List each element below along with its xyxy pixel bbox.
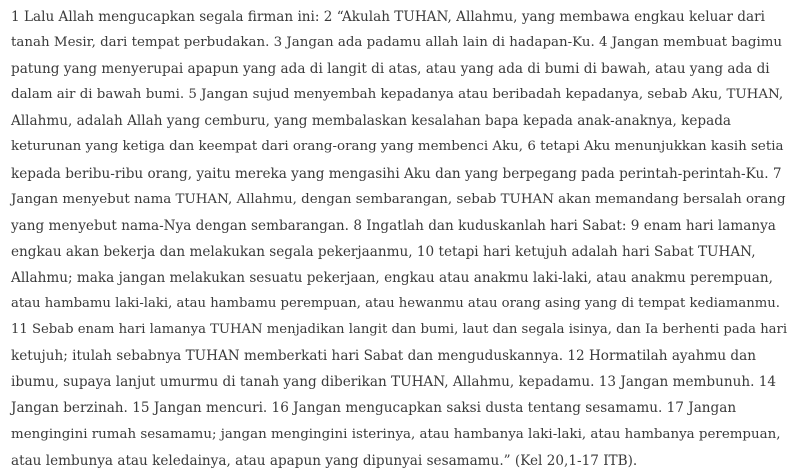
passage-line: patung yang menyerupai apapun yang ada di langit di atas, atau yang ada di bumi di bawah, atau yang ada di — [11, 61, 770, 78]
passage-line: kepada beribu-ribu orang, yaitu mereka yang mengasihi Aku dan yang berpegang pada perintah-perintah-Ku. 7 — [11, 165, 782, 182]
passage-line: Allahmu, adalah Allah yang cemburu, yang membalaskan kesalahan bapa kepada anak-anaknya, kepada — [11, 113, 732, 130]
passage-line: mengingini rumah sesamamu; jangan mengingini isterinya, atau hambanya laki-laki, atau hambanya perempuan, — [11, 426, 781, 442]
passage-line: engkau akan bekerja dan melakukan segala pekerjaanmu, 10 tetapi hari ketujuh adalah hari Sabat TUHAN, — [11, 243, 756, 260]
passage-line: Jangan berzinah. 15 Jangan mencuri. 16 Jangan mengucapkan saksi dusta tentang sesamamu. 17 Jangan — [11, 400, 737, 417]
passage-line: ketujuh; itulah sebabnya TUHAN memberkati hari Sabat dan menguduskannya. 12 Hormatilah ayahmu dan — [11, 348, 756, 365]
passage-line: tanah Mesir, dari tempat perbudakan. 3 Jangan ada padamu allah lain di hadapan-Ku. 4 Jangan membuat bagimu — [11, 35, 783, 51]
passage-line: dalam air di bawah bumi. 5 Jangan sujud menyembah kepadanya atau beribadah kepadanya, sebab Aku, TUHAN, — [11, 87, 784, 103]
passage-line: Jangan menyebut nama TUHAN, Allahmu, dengan sembarangan, sebab TUHAN akan memandang bersalah orang — [11, 191, 786, 207]
passage-line: 1 Lalu Allah mengucapkan segala firman ini: 2 “Akulah TUHAN, Allahmu, yang membawa engkau keluar dari — [11, 9, 765, 25]
passage-line: keturunan yang ketiga dan keempat dari orang-orang yang membenci Aku, 6 tetapi Aku menunjukkan kasih setia — [11, 139, 784, 155]
passage-line: 11 Sebab enam hari lamanya TUHAN menjadikan langit dan bumi, laut dan segala isinya, dan Ia berhenti pada hari — [11, 322, 788, 338]
passage-line: atau lembunya atau keledainya, atau apapun yang dipunyai sesamamu.” (Kel 20,1-17 ITB). — [11, 452, 638, 469]
passage-line: atau hambamu laki-laki, atau hambamu perempuan, atau hewanmu atau orang asing yang di tempat kediamanmu. — [11, 296, 780, 312]
passage-line: Allahmu; maka jangan melakukan sesuatu pekerjaan, engkau atau anakmu laki-laki, atau anakmu perempuan, — [11, 269, 773, 286]
passage-line: ibumu, supaya lanjut umurmu di tanah yang diberikan TUHAN, Allahmu, kepadamu. 13 Jangan membunuh. 14 — [11, 374, 777, 391]
passage-line: yang menyebut nama-Nya dengan sembarangan. 8 Ingatlah dan kuduskanlah hari Sabat: 9 enam hari lamanya — [11, 217, 776, 234]
